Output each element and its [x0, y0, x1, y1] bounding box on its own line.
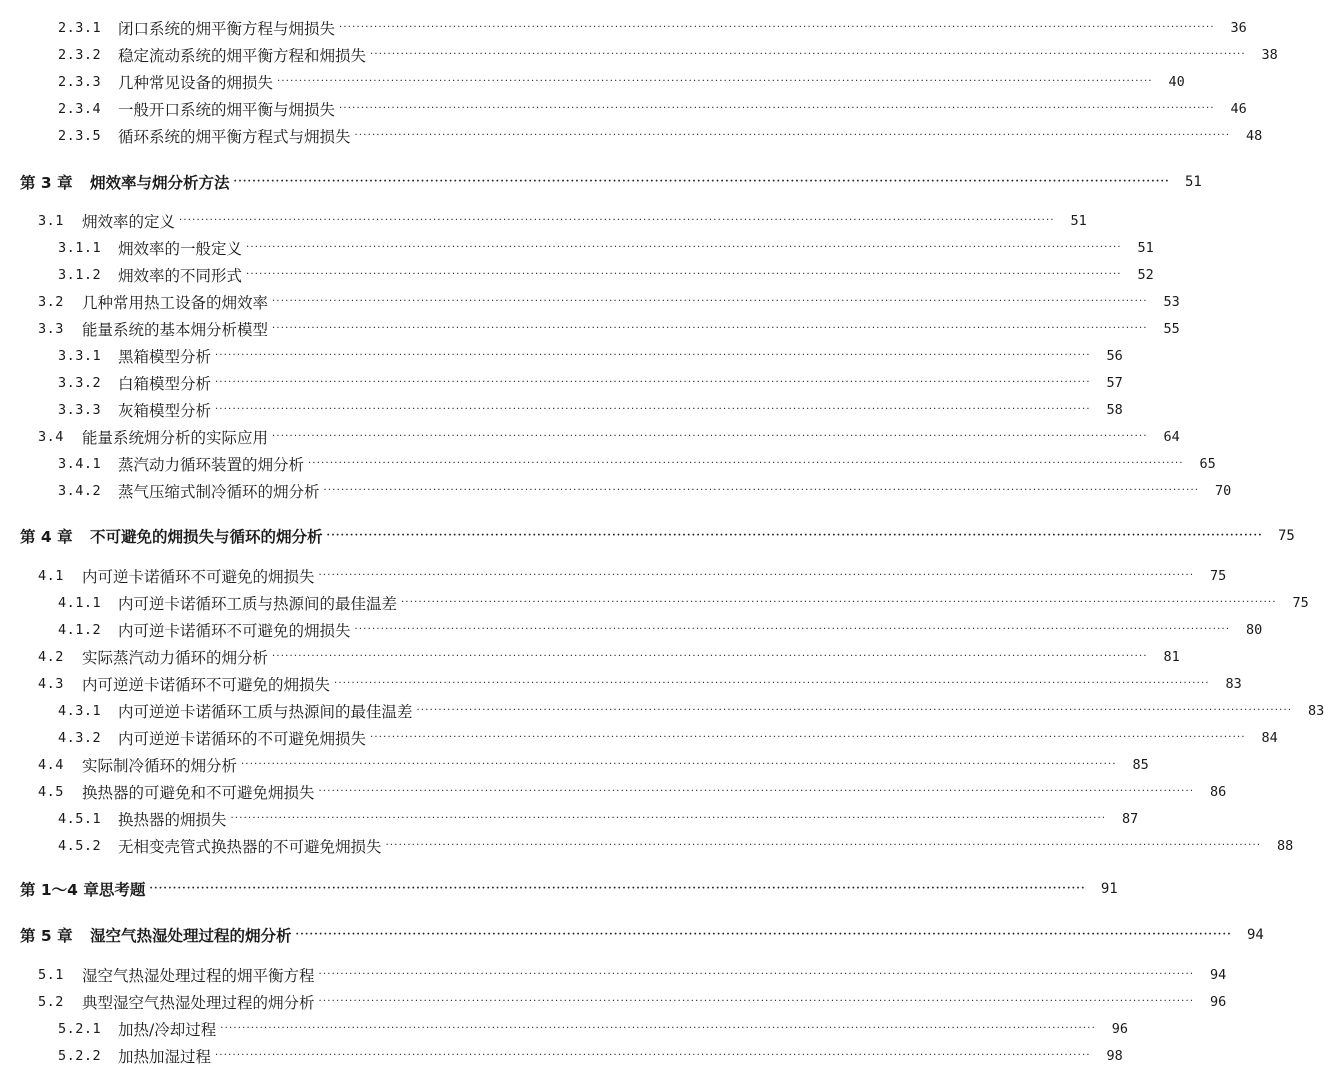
toc-chapter-entry[interactable] [0, 168, 1202, 195]
toc-entry-page: 53 [1163, 293, 1180, 310]
toc-section-entry[interactable] [0, 396, 1123, 423]
dot-leader: ········································································································································································································ [339, 22, 1215, 33]
toc-entry-title: 无相变壳管式换热器的不可避免㶲损失 [118, 837, 382, 856]
toc-entry-number: 3.3 [38, 320, 64, 337]
toc-entry-title: 内可逆卡诺循环工质与热源间的最佳温差 [118, 594, 398, 613]
toc-entry-page: 86 [1210, 783, 1227, 800]
toc-section-entry[interactable] [0, 961, 1227, 988]
toc-section-entry[interactable] [0, 643, 1180, 670]
toc-entry-page: 96 [1210, 993, 1227, 1010]
dot-leader: ········································································································································································································ [272, 323, 1148, 334]
toc-entry-page: 80 [1246, 621, 1263, 638]
toc-entry-page: 70 [1215, 482, 1232, 499]
toc-entry-title: 㶲效率的一般定义 [118, 239, 243, 258]
dot-leader: ········································································································································································································ [179, 215, 1055, 226]
toc-entry-title: 稳定流动系统的㶲平衡方程和㶲损失 [118, 46, 367, 65]
dot-leader: ········································································································································································································ [326, 530, 1263, 541]
dot-leader: ········································································································································································································ [272, 296, 1148, 307]
toc-section-entry[interactable] [0, 805, 1139, 832]
toc-entry-title: 内可逆卡诺循环不可避免的㶲损失 [118, 621, 351, 640]
toc-entry-title: 灰箱模型分析 [118, 401, 212, 420]
toc-entry-page: 52 [1137, 266, 1154, 283]
toc-entry-title: 换热器的㶲损失 [118, 810, 227, 829]
toc-section-entry[interactable] [0, 477, 1232, 504]
toc-entry-page: 36 [1230, 19, 1247, 36]
toc-entry-page: 94 [1246, 926, 1264, 943]
toc-entry-page: 51 [1137, 239, 1154, 256]
toc-entry-title: 内可逆逆卡诺循环不可避免的㶲损失 [82, 675, 331, 694]
toc-entry-number: 3.4 [38, 428, 64, 445]
dot-leader: ········································································································································································································ [354, 624, 1231, 635]
dot-leader: ········································································································································································································ [230, 813, 1107, 824]
toc-entry-page: 75 [1292, 594, 1309, 611]
toc-section-entry[interactable] [0, 14, 1247, 41]
toc-entry-number: 3.4.1 [58, 455, 102, 472]
toc-entry-page: 85 [1132, 756, 1149, 773]
toc-entry-title: 㶲效率的定义 [82, 212, 176, 231]
toc-entry-number: 4.4 [38, 756, 64, 773]
toc-entry-page: 65 [1199, 455, 1216, 472]
toc-section-entry[interactable] [0, 988, 1227, 1015]
toc-entry-number: 3.3.2 [58, 374, 102, 391]
toc-entry-number: 2.3.3 [58, 73, 102, 90]
toc-entry-title: 蒸气压缩式制冷循环的㶲分析 [118, 482, 320, 501]
toc-entry-page: 38 [1261, 46, 1278, 63]
toc-entry-title: 内可逆逆卡诺循环工质与热源间的最佳温差 [118, 702, 413, 721]
dot-leader: ········································································································································································································ [339, 103, 1215, 114]
dot-leader: ········································································································································································································ [215, 377, 1091, 388]
toc-entry-title: 一般开口系统的㶲平衡与㶲损失 [118, 100, 336, 119]
dot-leader: ········································································································································································································ [295, 929, 1232, 940]
toc-entry-title: 循环系统的㶲平衡方程式与㶲损失 [118, 127, 351, 146]
toc-section-entry[interactable] [0, 670, 1242, 697]
dot-leader: ········································································································································································································ [246, 269, 1122, 280]
dot-leader: ········································································································································································································ [272, 651, 1148, 662]
toc-entry-title: 湿空气热湿处理过程的㶲分析 [90, 926, 292, 945]
toc-entry-number: 2.3.4 [58, 100, 102, 117]
toc-section-entry[interactable] [0, 288, 1180, 315]
dot-leader: ········································································································································································································ [318, 786, 1195, 797]
toc-entry-page: 75 [1210, 567, 1227, 584]
toc-entry-number: 5.2.1 [58, 1020, 102, 1037]
toc-entry-number: 5.2 [38, 993, 64, 1010]
dot-leader: ········································································································································································································ [318, 996, 1195, 1007]
toc-entry-number: 第 4 章 [20, 527, 73, 546]
toc-entry-title: 实际蒸汽动力循环的㶲分析 [82, 648, 269, 667]
toc-entry-page: 83 [1308, 702, 1324, 719]
toc-entry-page: 48 [1246, 127, 1263, 144]
toc-entry-title: 加热/冷却过程 [118, 1020, 217, 1039]
toc-section-entry[interactable] [0, 724, 1278, 751]
toc-entry-title: 第 1～4 章思考题 [20, 880, 146, 899]
toc-section-entry[interactable] [0, 1042, 1123, 1069]
toc-entry-page: 56 [1106, 347, 1123, 364]
toc-entry-title: 黑箱模型分析 [118, 347, 212, 366]
toc-entry-title: 内可逆逆卡诺循环的不可避免㶲损失 [118, 729, 367, 748]
toc-section-entry[interactable] [0, 697, 1324, 724]
toc-entry-number: 3.1.1 [58, 239, 102, 256]
toc-entry-page: 91 [1100, 880, 1118, 897]
toc-entry-page: 81 [1163, 648, 1180, 665]
toc-entry-number: 4.5 [38, 783, 64, 800]
toc-entry-number: 第 5 章 [20, 926, 73, 945]
toc-entry-page: 51 [1070, 212, 1087, 229]
toc-chapter-entry[interactable] [0, 875, 1118, 902]
dot-leader: ········································································································································································································ [215, 350, 1091, 361]
toc-entry-title: 能量系统的基本㶲分析模型 [82, 320, 269, 339]
toc-entry-number: 4.2 [38, 648, 64, 665]
dot-leader: ········································································································································································································ [385, 840, 1262, 851]
toc-entry-page: 83 [1225, 675, 1242, 692]
dot-leader: ········································································································································································································ [233, 176, 1170, 187]
toc-entry-title: 不可避免的㶲损失与循环的㶲分析 [90, 527, 323, 546]
toc-entry-title: 蒸汽动力循环装置的㶲分析 [118, 455, 305, 474]
toc-section-entry[interactable] [0, 616, 1263, 643]
toc-entry-number: 第 3 章 [20, 173, 73, 192]
dot-leader: ········································································································································································································ [272, 431, 1148, 442]
toc-section-entry[interactable] [0, 207, 1087, 234]
toc-entry-page: 94 [1210, 966, 1227, 983]
toc-entry-title: 典型湿空气热湿处理过程的㶲分析 [82, 993, 315, 1012]
toc-entry-page: 88 [1277, 837, 1294, 854]
dot-leader: ········································································································································································································ [334, 678, 1210, 689]
toc-entry-number: 3.1 [38, 212, 64, 229]
toc-entry-number: 4.3 [38, 675, 64, 692]
toc-entry-page: 98 [1106, 1047, 1123, 1064]
toc-entry-title: 能量系统㶲分析的实际应用 [82, 428, 269, 447]
toc-section-entry[interactable] [0, 589, 1309, 616]
toc-entry-page: 55 [1163, 320, 1180, 337]
toc-entry-number: 4.1.2 [58, 621, 102, 638]
toc-section-entry[interactable] [0, 41, 1278, 68]
toc-entry-title: 白箱模型分析 [118, 374, 212, 393]
toc-entry-number: 3.3.1 [58, 347, 102, 364]
toc-section-entry[interactable] [0, 342, 1123, 369]
toc-section-entry[interactable] [0, 315, 1180, 342]
toc-entry-number: 4.5.1 [58, 810, 102, 827]
toc-entry-number: 5.1 [38, 966, 64, 983]
toc-entry-page: 51 [1184, 173, 1202, 190]
dot-leader: ········································································································································································································ [370, 732, 1246, 743]
toc-entry-number: 4.5.2 [58, 837, 102, 854]
toc-entry-number: 3.1.2 [58, 266, 102, 283]
dot-leader: ········································································································································································································ [318, 570, 1195, 581]
dot-leader: ········································································································································································································ [246, 242, 1122, 253]
dot-leader: ········································································································································································································ [318, 969, 1195, 980]
dot-leader: ········································································································································································································ [323, 485, 1200, 496]
toc-entry-title: 加热加湿过程 [118, 1047, 212, 1066]
toc-section-entry[interactable] [0, 1015, 1128, 1042]
toc-entry-page: 46 [1230, 100, 1247, 117]
toc-entry-page: 40 [1168, 73, 1185, 90]
toc-entry-page: 84 [1261, 729, 1278, 746]
dot-leader: ········································································································································································································ [401, 597, 1277, 608]
toc-section-entry[interactable] [0, 778, 1227, 805]
toc-entry-title: 几种常用热工设备的㶲效率 [82, 293, 269, 312]
toc-section-entry[interactable] [0, 751, 1149, 778]
toc-section-entry[interactable] [0, 562, 1227, 589]
toc-section-entry[interactable] [0, 234, 1154, 261]
toc-entry-number: 4.1 [38, 567, 64, 584]
toc-entry-number: 3.4.2 [58, 482, 102, 499]
toc-section-entry[interactable] [0, 423, 1180, 450]
toc-entry-page: 87 [1122, 810, 1139, 827]
toc-entry-page: 58 [1106, 401, 1123, 418]
dot-leader: ········································································································································································································ [354, 130, 1231, 141]
toc-entry-page: 75 [1277, 527, 1295, 544]
toc-entry-page: 96 [1111, 1020, 1128, 1037]
toc-entry-page: 57 [1106, 374, 1123, 391]
toc-entry-title: 内可逆卡诺循环不可避免的㶲损失 [82, 567, 315, 586]
toc-entry-number: 4.3.1 [58, 702, 102, 719]
toc-entry-number: 2.3.1 [58, 19, 102, 36]
toc-section-entry[interactable] [0, 369, 1123, 396]
toc-section-entry[interactable] [0, 122, 1263, 149]
toc-entry-number: 4.3.2 [58, 729, 102, 746]
toc-section-entry[interactable] [0, 832, 1294, 859]
dot-leader: ········································································································································································································ [220, 1023, 1096, 1034]
toc-entry-title: 㶲效率的不同形式 [118, 266, 243, 285]
toc-entry-number: 3.2 [38, 293, 64, 310]
dot-leader: ········································································································································································································ [277, 76, 1153, 87]
toc-chapter-entry[interactable] [0, 522, 1295, 549]
toc-chapter-entry[interactable] [0, 921, 1264, 948]
dot-leader: ········································································································································································································ [416, 705, 1293, 716]
dot-leader: ········································································································································································································ [370, 49, 1246, 60]
toc-entry-number: 2.3.2 [58, 46, 102, 63]
toc-entry-number: 5.2.2 [58, 1047, 102, 1064]
toc-entry-title: 闭口系统的㶲平衡方程与㶲损失 [118, 19, 336, 38]
toc-entry-page: 64 [1163, 428, 1180, 445]
toc-entry-title: 几种常见设备的㶲损失 [118, 73, 274, 92]
toc-entry-title: 㶲效率与㶲分析方法 [90, 173, 230, 192]
dot-leader: ········································································································································································································ [241, 759, 1117, 770]
dot-leader: ········································································································································································································ [149, 883, 1086, 894]
toc-entry-number: 2.3.5 [58, 127, 102, 144]
toc-section-entry[interactable] [0, 68, 1185, 95]
dot-leader: ········································································································································································································ [215, 404, 1091, 415]
toc-entry-title: 湿空气热湿处理过程的㶲平衡方程 [82, 966, 315, 985]
toc-entry-number: 3.3.3 [58, 401, 102, 418]
dot-leader: ········································································································································································································ [215, 1050, 1091, 1061]
toc-section-entry[interactable] [0, 261, 1154, 288]
toc-entry-title: 实际制冷循环的㶲分析 [82, 756, 238, 775]
toc-entry-number: 4.1.1 [58, 594, 102, 611]
toc-entry-title: 换热器的可避免和不可避免㶲损失 [82, 783, 315, 802]
toc-section-entry[interactable] [0, 95, 1247, 122]
toc-section-entry[interactable] [0, 450, 1216, 477]
dot-leader: ········································································································································································································ [308, 458, 1184, 469]
